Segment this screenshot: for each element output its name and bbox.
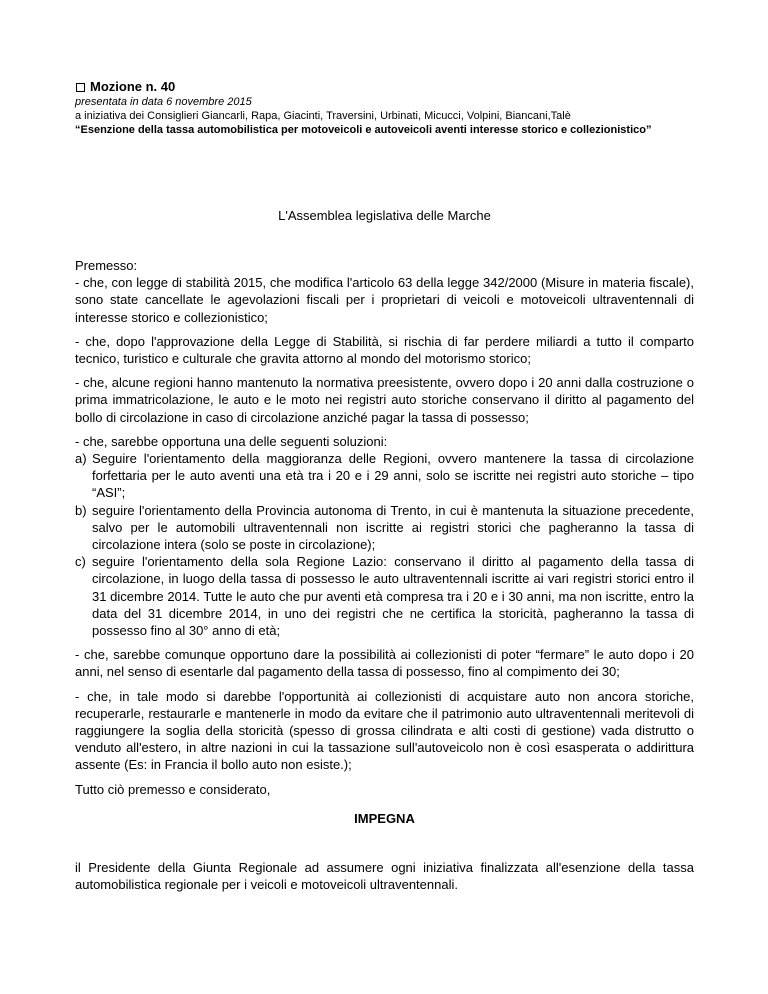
paragraph: - che, alcune regioni hanno mantenuto la normativa preesistente, ovvero dopo i 20 anni dalla costruzione o prima immatricolazione, le auto e le moto nei registri auto storiche conservano il diritto al pagamento del bollo di circolazione in caso di circolazione anziché pagar la tassa di possesso; (75, 375, 694, 425)
mozione-title: Mozione n. 40 (90, 79, 176, 94)
list-marker: a) (75, 451, 87, 467)
list-item-text: seguire l'orientamento della Provincia autonoma di Trento, in cui è mantenuta la situazione precedente, salvo per le automobili ultraventennali non iscritte ai registri storici che pagheranno la tassa di circolazione intera (solo se poste in circolazione); (92, 502, 694, 553)
final-paragraph: il Presidente della Giunta Regionale ad assumere ogni iniziativa finalizzata all'esenzione della tassa automobilistica regionale per i veicoli e motoveicoli ultraventennali. (75, 860, 694, 893)
paragraph: - che, sarebbe opportuna una delle seguenti soluzioni: (75, 433, 388, 449)
list-marker: b) (75, 502, 87, 518)
paragraph: - che, dopo l'approvazione della Legge di Stabilità, si rischia di far perdere miliardi a tutto il comparto tecnico, turistico e culturale che gravita attorno al mondo del motorismo storico; (75, 333, 694, 367)
list-item-text: seguire l'orientamento della sola Regione Lazio: conservano il diritto al pagamento della tassa di circolazione, in luogo della tassa di possesso le auto ultraventennali iscritte ai vari registri storici entro il 31 dicembre 2014. Tutte le auto che pur aventi età compresa tra i 20 e i 30 anni, ma non iscritte, entro la data del 31 dicembre 2014, in uno dei registri che ne certifica la storicità, pagheranno la tassa di possesso fino al 30° anno di età; (92, 554, 694, 639)
initiative-line: a iniziativa dei Consiglieri Giancarli, Rapa, Giacinti, Traversini, Urbinati, Micucci, Volpini, Biancani,Talè (75, 110, 571, 122)
motion-body (75, 257, 694, 901)
mozione-heading (75, 79, 694, 95)
paragraph: - che, con legge di stabilità 2015, che modifica l'articolo 63 della legge 342/2000 (Misure in materia fiscale), sono state cancellate le agevolazioni fiscali per i proprietari di veicoli e motoveicoli ultraventennali di interesse storico e collezionistico; (75, 275, 694, 325)
considered-line: Tutto ciò premesso e considerato, (75, 781, 271, 797)
list-item (75, 553, 694, 639)
list-item (75, 450, 694, 502)
list-marker: c) (75, 554, 86, 570)
premesso-label: Premesso: (75, 258, 138, 273)
paragraph: - che, sarebbe comunque opportuno dare la possibilità ai collezionisti di poter “fermare” le auto dopo i 20 anni, nel senso di esentarle dal pagamento della tassa di possesso, fino al compimento dei 30; (75, 647, 694, 680)
paragraph: - che, in tale modo si darebbe l'opportunità ai collezionisti di acquistare auto non ancora storiche, recuperarle, restaurarle e mantenerle in modo da evitare che il patrimonio auto ultraventennali meritevoli di raggiungere la soglia della storicità (spesso di grossa cilindrata e alti costi di gestione) vada distrutto o venduto all'estero, in altre nazioni in cui la tassazione sull'autoveicolo non è così esasperata o addirittura assente (Es: in Francia il bollo auto non esiste.); (75, 688, 694, 773)
list-item-text: Seguire l'orientamento della maggioranza delle Regioni, ovvero mantenere la tassa di circolazione forfettaria per le auto aventi una età tra i 20 e i 29 anni, solo se iscritte nei registri auto storiche – tipo “ASI”; (92, 451, 694, 501)
checkbox-icon (76, 83, 85, 92)
motion-subject: “Esenzione della tassa automobilistica per motoveicoli e autoveicoli aventi interesse storico e collezionistico” (75, 124, 652, 136)
document-page (75, 79, 694, 893)
list-item (75, 502, 694, 554)
assembly-title: L'Assemblea legislativa delle Marche (278, 208, 491, 223)
impegna-heading: IMPEGNA (354, 810, 415, 826)
presented-date: presentata in data 6 novembre 2015 (75, 96, 252, 108)
